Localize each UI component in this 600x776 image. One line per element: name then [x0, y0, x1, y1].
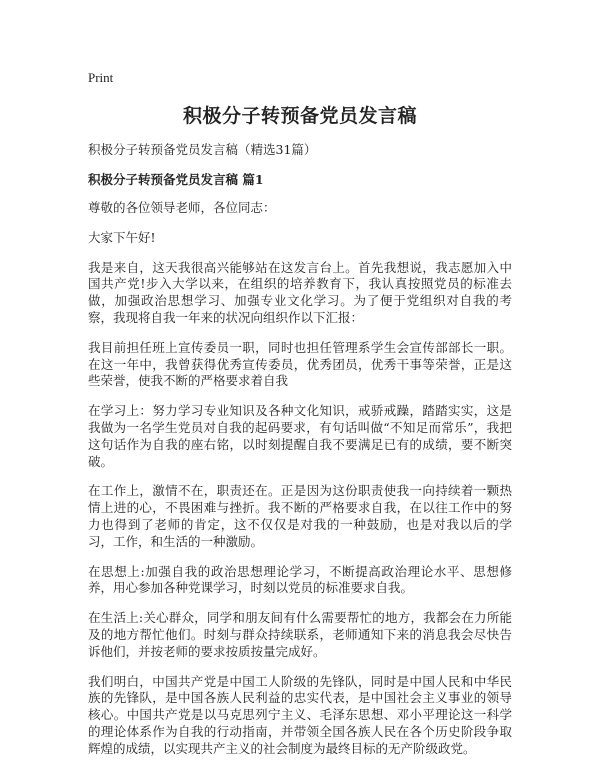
paragraph-position: 我目前担任班上宣传委员一职，同时也担任管理系学生会宣传部部长一职。在这一年中，我曾获得优秀宣传委员，优秀团员，优秀干事等荣誉，正是这些荣誉，使我不断的严格要求着自我 — [88, 339, 512, 389]
paragraph-party: 我们明白，中国共产党是中国工人阶级的先锋队，同时是中国人民和中华民族的先锋队，是中国各族人民利益的忠实代表，是中国社会主义事业的领导核心。中国共产党是以马克思列宁主义、毛泽东思想、邓小平理论这一科学的理论体系作为自我的行动指南，并带领全国各族人民在各个历史阶段争取辉煌的成绩，以实现共产主义的社会制度为最终目标的无产阶级政党。 — [88, 673, 512, 756]
paragraph-greeting: 大家下午好! — [88, 229, 156, 245]
paragraph-intro: 我是来自，这天我很高兴能够站在这发言台上。首先我想说，我志愿加入中国共产党!步入大学以来，在组织的培养教育下，我认真按照党员的标准去做，加强政治思想学习、加强专业文化学习。为了便于党组织对自我的考察，我现将自我一年来的状况向组织作以下汇报： — [88, 259, 512, 325]
section-heading: 积极分子转预备党员发言稿 篇1 — [88, 172, 264, 187]
print-link[interactable]: Print — [88, 70, 114, 85]
paragraph-study: 在学习上：努力学习专业知识及各种文化知识，戒骄戒躁，踏踏实实，这是我做为一名学生党员对自我的起码要求，有句话叫做“不知足而常乐”，我把这句话作为自我的座右铭，以时刻提醒自我不要满足已有的成绩，要不断突破。 — [88, 403, 512, 469]
paragraph-life: 在生活上:关心群众，同学和朋友间有什么需要帮忙的地方，我都会在力所能及的地方帮忙他们。时刻与群众持续联系，老师通知下来的消息我会尽快告诉他们，并按老师的要求按质按量完成好。 — [88, 610, 512, 659]
paragraph-work: 在工作上，激情不在，职责还在。正是因为这份职责使我一向持续着一颗热情上进的心，不畏困难与挫折。我不断的严格要求自我，在以往工作中的努力也得到了老师的肯定，这不仅仅是对我的一种鼓励，也是对我以后的学习，工作，和生活的一种激励。 — [88, 483, 512, 549]
document-subtitle: 积极分子转预备党员发言稿（精选31篇） — [88, 142, 317, 157]
paragraph-thought: 在思想上:加强自我的政治思想理论学习，不断提高政治理论水平、思想修养，用心参加各种党课学习，时刻以党员的标准要求自我。 — [88, 563, 512, 596]
paragraph-salutation: 尊敬的各位领导老师，各位同志： — [88, 200, 276, 215]
page-title: 积极分子转预备党员发言稿 — [182, 105, 417, 127]
